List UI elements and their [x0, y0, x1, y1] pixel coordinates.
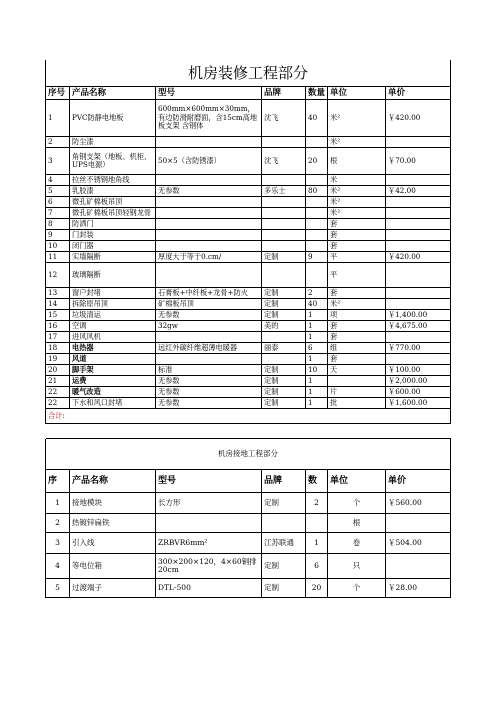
col-no: 2: [46, 137, 70, 148]
col-no: 17: [46, 332, 70, 343]
col-brand: [262, 241, 306, 252]
col-model: [156, 175, 262, 186]
col-no: 22: [46, 387, 70, 398]
section1-header-row: [46, 87, 451, 100]
header-price: 单价: [386, 470, 451, 493]
col-name: 角钢支架（地板、机柜、UPS电源）: [70, 148, 156, 175]
col-brand: [262, 263, 306, 288]
col-price: [386, 208, 451, 219]
col-qty: [306, 197, 328, 208]
table-row: [46, 252, 451, 263]
section1-body: [46, 100, 451, 409]
col-name: 引入线: [70, 533, 156, 554]
col-price: [386, 137, 451, 148]
col-name: 等电位箱: [70, 554, 156, 579]
table-row: [46, 533, 451, 554]
table-row: [46, 219, 451, 230]
table-row: [46, 241, 451, 252]
col-unit: 米²: [328, 100, 386, 137]
table-row: [46, 332, 451, 343]
col-name: 接地模块: [70, 493, 156, 514]
col-brand: 丽泰: [262, 343, 306, 354]
col-model: 远红外碳纤维超薄电暖器: [156, 343, 262, 354]
col-unit: [328, 376, 386, 387]
col-name: 热镀锌扁铁: [70, 514, 156, 533]
col-model: 无参数: [156, 376, 262, 387]
col-name: 风道: [70, 354, 156, 365]
col-model: 无参数: [156, 310, 262, 321]
col-brand: 定制: [262, 579, 306, 598]
col-qty: 1: [306, 398, 328, 409]
col-brand: 定制: [262, 310, 306, 321]
col-price: ￥100.00: [386, 365, 451, 376]
table-row: [46, 175, 451, 186]
col-unit: 米²: [328, 186, 386, 197]
table-row: [46, 554, 451, 579]
col-brand: 江苏联通: [262, 533, 306, 554]
col-price: [386, 288, 451, 299]
col-brand: 定制: [262, 365, 306, 376]
col-price: ￥1,400.00: [386, 310, 451, 321]
col-model: 600mm×600mm×30mm，有边防滑耐磨面，含15cm高地板支架 含钢体: [156, 100, 262, 137]
col-model: [156, 354, 262, 365]
col-price: [386, 354, 451, 365]
col-qty: 40: [306, 299, 328, 310]
col-name: 拆除原吊顶: [70, 299, 156, 310]
col-brand: 沈飞: [262, 148, 306, 175]
col-price: [386, 299, 451, 310]
section1-title: 机房装修工程部分: [46, 60, 451, 87]
table-row: [46, 493, 451, 514]
col-qty: 1: [306, 376, 328, 387]
col-no: 21: [46, 376, 70, 387]
col-unit: 批: [328, 398, 386, 409]
col-price: ￥420.00: [386, 252, 451, 263]
col-unit: 米²: [328, 299, 386, 310]
col-name: 实墙隔断: [70, 252, 156, 263]
col-price: [386, 230, 451, 241]
col-price: [386, 175, 451, 186]
col-no: 2: [46, 514, 70, 533]
col-no: 4: [46, 554, 70, 579]
spacer-row: [46, 424, 451, 439]
table-row: [46, 398, 451, 409]
col-qty: [306, 208, 328, 219]
col-unit: 项: [328, 310, 386, 321]
col-unit: 只: [328, 554, 386, 579]
table-row: [46, 387, 451, 398]
col-unit: 根: [328, 148, 386, 175]
col-brand: 沈飞: [262, 100, 306, 137]
col-model: 石膏板+中纤板+龙骨+防火: [156, 288, 262, 299]
col-no: 16: [46, 321, 70, 332]
col-qty: [306, 175, 328, 186]
header-brand: 品牌: [262, 470, 306, 493]
col-unit: 套: [328, 241, 386, 252]
col-name: 过渡端子: [70, 579, 156, 598]
col-brand: [262, 332, 306, 343]
col-no: 5: [46, 579, 70, 598]
col-qty: [306, 137, 328, 148]
col-qty: 1: [306, 387, 328, 398]
col-brand: [262, 137, 306, 148]
col-model: [156, 514, 262, 533]
col-unit: 天: [328, 365, 386, 376]
col-name: PVC防静电地板: [70, 100, 156, 137]
col-no: 19: [46, 354, 70, 365]
col-brand: 定制: [262, 288, 306, 299]
col-price: ￥70.00: [386, 148, 451, 175]
col-unit: 平: [328, 252, 386, 263]
header-price: 单价: [386, 87, 451, 100]
col-price: ￥770.00: [386, 343, 451, 354]
col-model: 300×200×120，4×60铜排20cm: [156, 554, 262, 579]
col-name: 垃圾清运: [70, 310, 156, 321]
col-brand: 定制: [262, 387, 306, 398]
table-row: [46, 321, 451, 332]
col-no: 9: [46, 230, 70, 241]
col-price: ￥504.00: [386, 533, 451, 554]
col-unit: 套: [328, 354, 386, 365]
col-qty: 2: [306, 493, 328, 514]
col-model: 标准: [156, 365, 262, 376]
header-name: 产品名称: [70, 87, 156, 100]
table-row: [46, 137, 451, 148]
decoration-table: [45, 60, 451, 439]
col-brand: 多乐士: [262, 186, 306, 197]
table-row: [46, 343, 451, 354]
table-row: [46, 579, 451, 598]
col-brand: [262, 175, 306, 186]
col-brand: 美的: [262, 321, 306, 332]
col-no: 7: [46, 208, 70, 219]
col-unit: 套: [328, 219, 386, 230]
col-unit: 组: [328, 343, 386, 354]
col-no: 13: [46, 288, 70, 299]
col-model: [156, 208, 262, 219]
col-name: 脚手架: [70, 365, 156, 376]
col-brand: [262, 354, 306, 365]
col-price: ￥28.00: [386, 579, 451, 598]
header-qty: 数量: [306, 87, 328, 100]
col-qty: [306, 263, 328, 288]
table-row: [46, 230, 451, 241]
col-price: [386, 197, 451, 208]
col-price: ￥420.00: [386, 100, 451, 137]
table-row: [46, 288, 451, 299]
table-row: [46, 354, 451, 365]
col-model: ZRBVR6mm²: [156, 533, 262, 554]
col-model: 矿棉板吊顶: [156, 299, 262, 310]
header-name: 产品名称: [70, 470, 156, 493]
col-price: [386, 514, 451, 533]
col-qty: 1: [306, 332, 328, 343]
col-model: DTL-500: [156, 579, 262, 598]
col-no: 8: [46, 219, 70, 230]
col-model: 50×5（含防锈漆）: [156, 148, 262, 175]
col-no: 11: [46, 252, 70, 263]
col-unit: 套: [328, 332, 386, 343]
col-qty: 1: [306, 354, 328, 365]
col-qty: 10: [306, 365, 328, 376]
col-qty: 6: [306, 343, 328, 354]
col-name: 进风风机: [70, 332, 156, 343]
header-model: 型号: [156, 87, 262, 100]
table-row: [46, 186, 451, 197]
col-unit: 片: [328, 387, 386, 398]
col-brand: [262, 208, 306, 219]
col-price: [386, 332, 451, 343]
col-brand: 定制: [262, 252, 306, 263]
col-no: 15: [46, 310, 70, 321]
col-unit: 套: [328, 321, 386, 332]
col-brand: 定制: [262, 398, 306, 409]
col-price: [386, 554, 451, 579]
table-row: [46, 376, 451, 387]
col-model: 长方形: [156, 493, 262, 514]
col-unit: 套: [328, 230, 386, 241]
col-qty: 9: [306, 252, 328, 263]
col-brand: 定制: [262, 299, 306, 310]
col-model: 32gw: [156, 321, 262, 332]
section2-title: 机房接地工程部分: [46, 439, 451, 470]
col-brand: [262, 197, 306, 208]
col-name: 微孔矿棉板吊顶轻钢龙骨: [70, 208, 156, 219]
col-name: 运费: [70, 376, 156, 387]
col-model: 厚度大于等于0.cm/: [156, 252, 262, 263]
table-row: [46, 263, 451, 288]
table-row: [46, 514, 451, 533]
col-no: 6: [46, 197, 70, 208]
col-name: 门封装: [70, 230, 156, 241]
col-model: 无参数: [156, 398, 262, 409]
header-qty: 数: [306, 470, 328, 493]
col-no: 1: [46, 100, 70, 137]
col-name: 下水和风口封堵: [70, 398, 156, 409]
table-row: [46, 365, 451, 376]
col-name: 暖气改造: [70, 387, 156, 398]
col-model: [156, 241, 262, 252]
table-row: [46, 100, 451, 137]
col-model: [156, 230, 262, 241]
col-name: 玻璃隔断: [70, 263, 156, 288]
col-unit: 卷: [328, 533, 386, 554]
col-unit: 个: [328, 493, 386, 514]
col-price: ￥600.00: [386, 387, 451, 398]
col-qty: 2: [306, 288, 328, 299]
col-unit: 米²: [328, 197, 386, 208]
col-price: ￥42.00: [386, 186, 451, 197]
col-unit: 根: [328, 514, 386, 533]
col-name: 窗户封堵: [70, 288, 156, 299]
section2-body: [46, 493, 451, 598]
col-model: [156, 263, 262, 288]
grounding-table: [45, 439, 451, 598]
col-name: 电热器: [70, 343, 156, 354]
col-no: 3: [46, 148, 70, 175]
col-no: 10: [46, 241, 70, 252]
col-model: [156, 332, 262, 343]
col-price: ￥4,675.00: [386, 321, 451, 332]
col-unit: 米²: [328, 137, 386, 148]
header-brand: 品牌: [262, 87, 306, 100]
col-model: 无参数: [156, 186, 262, 197]
col-qty: 6: [306, 554, 328, 579]
col-price: [386, 241, 451, 252]
col-brand: [262, 219, 306, 230]
col-unit: 米: [328, 175, 386, 186]
col-qty: 1: [306, 321, 328, 332]
col-brand: 定制: [262, 554, 306, 579]
col-qty: [306, 241, 328, 252]
col-name: 拉丝不锈钢地角线: [70, 175, 156, 186]
col-price: [386, 219, 451, 230]
col-qty: [306, 230, 328, 241]
col-no: 20: [46, 365, 70, 376]
col-price: [386, 263, 451, 288]
col-no: 1: [46, 493, 70, 514]
col-name: 微孔矿棉板吊顶: [70, 197, 156, 208]
col-name: 防尘漆: [70, 137, 156, 148]
col-price: ￥1,600.00: [386, 398, 451, 409]
col-unit: 个: [328, 579, 386, 598]
col-price: ￥2,000.00: [386, 376, 451, 387]
col-qty: [306, 514, 328, 533]
col-model: [156, 197, 262, 208]
col-no: 14: [46, 299, 70, 310]
col-no: 12: [46, 263, 70, 288]
col-brand: 定制: [262, 493, 306, 514]
col-name: 乳胶漆: [70, 186, 156, 197]
col-brand: [262, 230, 306, 241]
col-no: 22: [46, 398, 70, 409]
header-model: 型号: [156, 470, 262, 493]
col-model: 无参数: [156, 387, 262, 398]
col-qty: 40: [306, 100, 328, 137]
col-no: 4: [46, 175, 70, 186]
col-qty: 1: [306, 533, 328, 554]
header-unit: 单位: [328, 470, 386, 493]
total-row: [46, 409, 451, 424]
col-brand: [262, 514, 306, 533]
col-unit: 平: [328, 263, 386, 288]
col-qty: [306, 219, 328, 230]
col-unit: 米²: [328, 208, 386, 219]
col-no: 18: [46, 343, 70, 354]
spreadsheet: [45, 60, 450, 598]
col-qty: 80: [306, 186, 328, 197]
col-no: 5: [46, 186, 70, 197]
col-unit: 套: [328, 288, 386, 299]
table-row: [46, 148, 451, 175]
col-price: ￥560.00: [386, 493, 451, 514]
col-qty: 20: [306, 579, 328, 598]
table-row: [46, 299, 451, 310]
table-row: [46, 310, 451, 321]
table-row: [46, 208, 451, 219]
col-no: 3: [46, 533, 70, 554]
col-name: 空调: [70, 321, 156, 332]
header-unit: 单位: [328, 87, 386, 100]
header-no: 序号: [46, 87, 70, 100]
table-row: [46, 197, 451, 208]
col-model: [156, 219, 262, 230]
section2-header-row: [46, 470, 451, 493]
col-qty: 1: [306, 310, 328, 321]
col-name: 防洒门: [70, 219, 156, 230]
col-model: [156, 137, 262, 148]
total-label: 合计:: [46, 409, 451, 424]
col-brand: 定制: [262, 376, 306, 387]
col-name: 闭门器: [70, 241, 156, 252]
col-qty: 20: [306, 148, 328, 175]
header-no: 序: [46, 470, 70, 493]
